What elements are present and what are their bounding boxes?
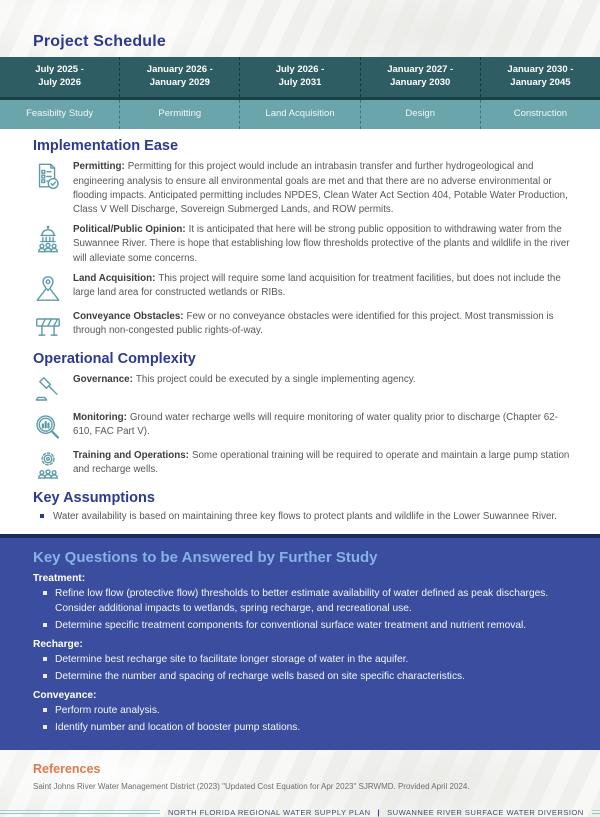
panel-bullet xyxy=(33,619,576,633)
item-body: Ground water recharge wells will require monitoring of water quality prior to discharge (Chapter 62-610, FAC Part V). xyxy=(73,411,558,438)
page-top-band xyxy=(0,0,600,57)
schedule-dates-cell xyxy=(239,57,359,97)
construction-barrier-icon xyxy=(33,311,63,342)
panel-bullet xyxy=(33,721,576,735)
item-text xyxy=(73,449,576,477)
schedule-phase-cell: Permitting xyxy=(119,100,239,130)
gavel-icon xyxy=(33,374,63,405)
implementation-ease-heading: Implementation Ease xyxy=(33,138,179,155)
page-bottom-band xyxy=(0,750,600,816)
footer-text xyxy=(160,808,592,817)
group-label-treatment: Treatment: xyxy=(33,573,86,585)
item-body: Permitting for this project would include an intrabasin transfer and further hydrogeological and engineering analysis to ensure all environmental goals are met and that there are no adverse environmental or flooding impacts. Anticipated permitting includes NPDES, Clean Water Act Section 404, Potable Water Production, Class V Well Discharge, Sovereign Submerged Lands, and ROW permits. xyxy=(73,161,568,216)
dates-line: January 2029 xyxy=(149,77,210,89)
schedule-dates-cell xyxy=(480,57,600,97)
schedule-dates-cell xyxy=(0,57,119,97)
item-text xyxy=(73,310,576,338)
item-body: This project could be executed by a single implementing agency. xyxy=(135,373,416,385)
item-body: Few or no conveyance obstacles were identified for this project. Most transmission is through non-congested public rights-of-way. xyxy=(73,310,554,337)
implementation-item-political xyxy=(33,223,576,266)
item-lead: Training and Operations: xyxy=(73,449,189,461)
gear-people-icon xyxy=(33,450,63,481)
references-section xyxy=(0,760,600,792)
schedule-phase-cell: Design xyxy=(360,100,480,130)
dates-line: July 2026 xyxy=(38,77,81,89)
bullet-text: Determine best recharge site to facilitate longer storage of water in the aquifer. xyxy=(55,653,409,665)
schedule-phase-cell: Construction xyxy=(480,100,600,130)
square-bullet-icon xyxy=(43,657,47,661)
panel-bullet xyxy=(33,587,576,616)
references-heading: References xyxy=(33,762,101,777)
map-pin-icon xyxy=(33,273,63,304)
group-label-conveyance: Conveyance: xyxy=(33,690,97,702)
checklist-permit-icon xyxy=(33,161,63,192)
square-bullet-icon xyxy=(40,514,44,518)
bullet-text: Determine specific treatment components for conventional surface water treatment and nutrient removal. xyxy=(55,619,527,631)
item-text xyxy=(73,411,576,439)
footer-separator: | xyxy=(377,807,381,817)
item-lead: Conveyance Obstacles: xyxy=(73,310,184,322)
square-bullet-icon xyxy=(43,591,47,595)
bullet-text: Determine the number and spacing of recharge wells based on site specific characteristics. xyxy=(55,670,465,682)
dates-line: January 2030 xyxy=(390,77,451,89)
item-lead: Political/Public Opinion: xyxy=(73,224,186,236)
panel-bullet xyxy=(33,653,576,667)
schedule-phase-cell: Land Acquisition xyxy=(239,100,359,130)
operational-item-monitoring xyxy=(33,411,576,443)
key-questions-heading: Key Questions to be Answered by Further Study xyxy=(33,549,378,567)
panel-bullet xyxy=(33,704,576,718)
item-lead: Governance: xyxy=(73,373,133,385)
square-bullet-icon xyxy=(43,674,47,678)
bullet-text: Identify number and location of booster pump stations. xyxy=(55,722,301,734)
schedule-phase-cell: Feasibilty Study xyxy=(26,107,94,119)
reference-citation: Saint Johns River Water Management District (2023) "Updated Cost Equation for Apr 2023" SJRWMD. Provided April 2024. xyxy=(33,782,470,792)
item-lead: Land Acquisition: xyxy=(73,272,156,284)
square-bullet-icon xyxy=(43,725,47,729)
footer-rule-right xyxy=(592,810,600,814)
item-text xyxy=(73,160,576,217)
schedule-dates-cell xyxy=(119,57,239,97)
capitol-people-icon xyxy=(33,224,63,255)
key-assumptions-heading: Key Assumptions xyxy=(33,489,155,506)
panel-bullet xyxy=(33,670,576,684)
footer-project-name: SUWANNEE RIVER SURFACE WATER DIVERSION xyxy=(387,807,584,817)
group-label-recharge: Recharge: xyxy=(33,638,83,650)
bullet-text: Water availability is based on maintaining three key flows to protect plants and wildlife in the Lower Suwannee River. xyxy=(53,510,557,522)
item-body: It is anticipated that here will be strong public opposition to withdrawing water from the Suwannee River. There is hope that establishing low flow thresholds protective of the plants and wildlife in the river will alleviate some concerns. xyxy=(73,224,570,264)
implementation-item-conveyance xyxy=(33,310,576,342)
dates-line: July 2026 - xyxy=(275,64,325,75)
footer-rule-left xyxy=(0,810,160,814)
operational-item-training xyxy=(33,449,576,481)
schedule-dates-row xyxy=(0,57,600,97)
key-assumption-bullet xyxy=(33,510,576,524)
operational-complexity-heading: Operational Complexity xyxy=(33,350,196,367)
schedule-phase-row xyxy=(0,100,600,130)
operational-item-governance xyxy=(33,373,576,405)
bullet-text: Perform route analysis. xyxy=(55,705,160,717)
item-body: Some operational training will be required to operate and maintain a large pump station and recharge wells. xyxy=(73,449,570,476)
square-bullet-icon xyxy=(43,708,47,712)
footer-plan-name: NORTH FLORIDA REGIONAL WATER SUPPLY PLAN xyxy=(168,807,371,817)
schedule-dates-cell xyxy=(360,57,480,97)
dates-line: January 2045 xyxy=(510,77,571,89)
bullet-text: Refine low flow (protective flow) thresholds to better estimate availability of water defined as peak discharges. Consider additional impacts to wetlands, spring recharge, and recreational use. xyxy=(55,588,549,614)
item-text xyxy=(73,373,416,387)
key-questions-panel xyxy=(0,534,600,750)
item-text xyxy=(73,272,576,300)
dates-line: January 2027 - xyxy=(387,64,454,75)
item-lead: Monitoring: xyxy=(73,411,127,423)
magnifier-chart-icon xyxy=(33,412,63,443)
dates-line: January 2030 - xyxy=(507,64,574,75)
implementation-item-permitting xyxy=(33,160,576,217)
square-bullet-icon xyxy=(43,623,47,627)
dates-line: July 2031 xyxy=(278,77,322,89)
implementation-item-land xyxy=(33,272,576,304)
project-schedule-table xyxy=(0,57,600,129)
page-footer xyxy=(0,808,600,817)
item-lead: Permitting: xyxy=(73,161,125,173)
page-title: Project Schedule xyxy=(33,33,167,50)
dates-line: January 2026 - xyxy=(146,64,213,75)
dates-line: July 2025 - xyxy=(35,64,84,75)
item-body: This project will require some land acquisition for treatment facilities, but does not include the large land area for constructed wetlands or RIBs. xyxy=(73,272,561,299)
item-text xyxy=(73,223,576,266)
main-content xyxy=(0,129,600,534)
